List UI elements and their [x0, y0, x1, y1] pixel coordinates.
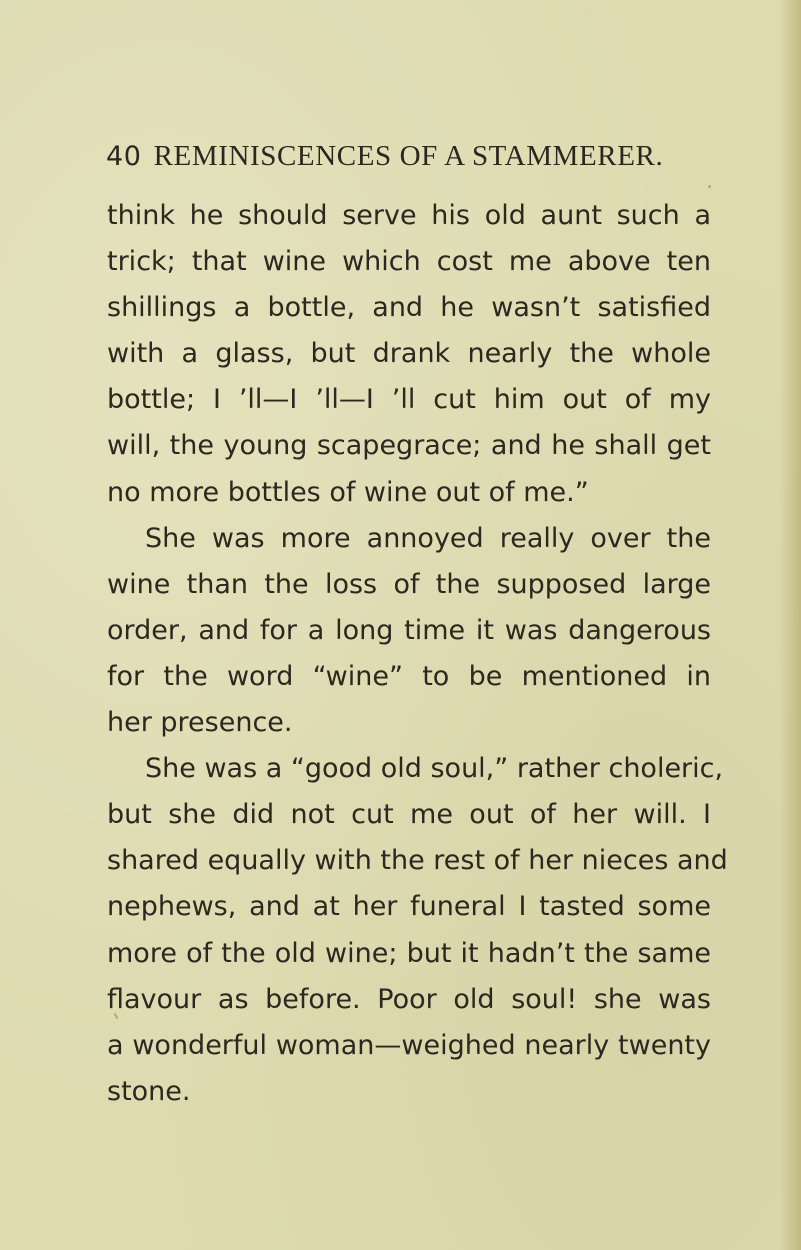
- paragraph-end-line: no more bottles of wine out of me.”: [107, 476, 589, 508]
- paragraph-end-line: her presence.: [107, 707, 293, 739]
- text-line: more of the old wine; but it hadn’t the same: [107, 937, 711, 969]
- page-edge-shadow: [779, 0, 801, 1250]
- text-line: shared equally with the rest of her nieces and: [107, 845, 728, 877]
- text-line: trick; that wine which cost me above ten: [107, 246, 711, 278]
- text-line: order, and for a long time it was dangerous: [107, 614, 711, 646]
- text-line: nephews, and at her funeral I tasted some: [107, 891, 711, 923]
- running-title: REMINISCENCES OF A STAMMERER.: [153, 140, 664, 172]
- text-line: will, the young scapegrace; and he shall get: [107, 430, 711, 462]
- text-line: bottle; I ’ll—I ’ll—I ’ll cut him out of my: [107, 384, 711, 416]
- text-line: flavour as before. Poor old soul! she was: [107, 983, 711, 1015]
- text-line: think he should serve his old aunt such a: [107, 200, 711, 231]
- text-line: a wonderful woman—weighed nearly twenty: [107, 1029, 711, 1061]
- text-line: for the word “wine” to be mentioned in: [107, 660, 711, 692]
- paragraph-start-line: She was a “good old soul,” rather choleric,: [145, 753, 724, 785]
- paragraph-start-line: She was more annoyed really over the: [145, 522, 711, 554]
- text-line: with a glass, but drank nearly the whole: [107, 338, 711, 370]
- running-head: [106, 140, 663, 173]
- text-line: but she did not cut me out of her will. I: [107, 799, 711, 831]
- text-line: shillings a bottle, and he wasn’t satisfied: [107, 292, 711, 324]
- text-line: wine than the loss of the supposed large: [107, 568, 711, 600]
- page-number: 40: [106, 141, 142, 172]
- paper-speck: [708, 185, 711, 188]
- paragraph-end-line: stone.: [107, 1075, 191, 1107]
- body-text: [107, 193, 728, 1115]
